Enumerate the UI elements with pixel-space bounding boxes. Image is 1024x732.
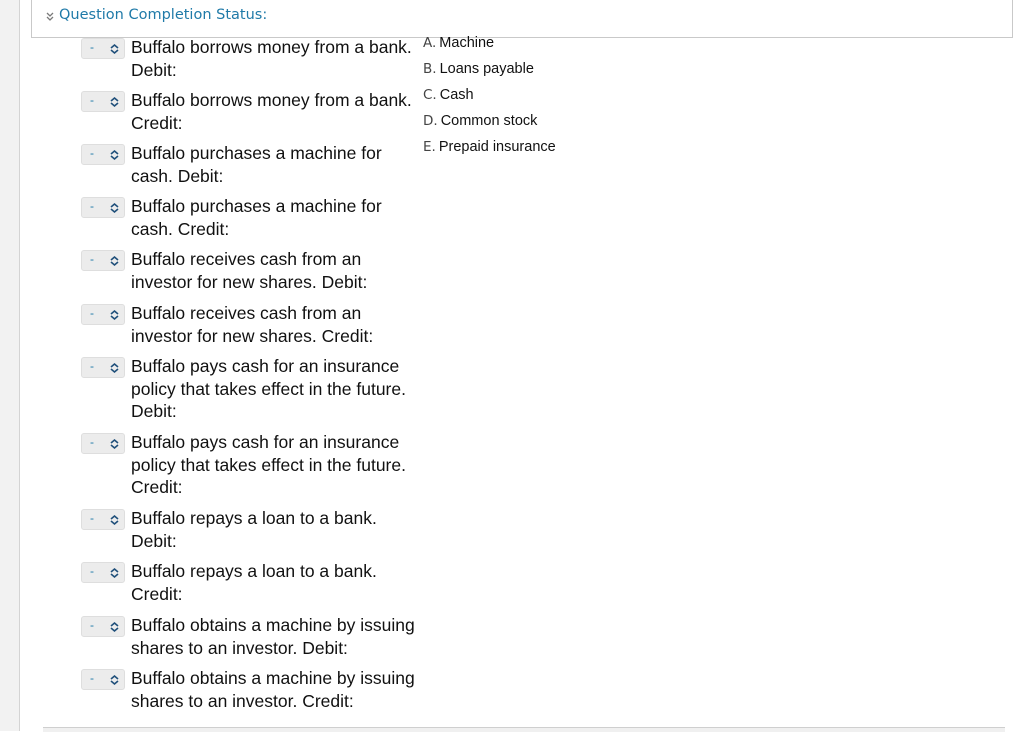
option-letter: B. [423,61,437,77]
question-text: Buffalo purchases a machine for cash. Credit: [131,196,382,239]
answer-select[interactable] [81,91,125,112]
answer-select-value: - [90,252,94,266]
up-down-arrows-icon [109,255,120,267]
up-down-arrows-icon [109,96,120,108]
answer-select[interactable] [81,433,125,454]
double-chevron-down-icon [46,12,54,22]
answer-select[interactable] [81,616,125,637]
answer-select-value: - [90,618,94,632]
answer-select[interactable] [81,669,125,690]
answer-select-value: - [90,435,94,449]
question-text: Buffalo borrows money from a bank. Credit: [131,90,412,133]
answer-select[interactable] [81,250,125,271]
question-completion-status-header[interactable] [31,0,1013,38]
option-label: Common stock [440,113,538,129]
option-label: Cash [439,87,474,103]
question-text: Buffalo repays a loan to a bank. Credit: [131,561,377,604]
question-text: Buffalo borrows money from a bank. Debit: [131,37,412,80]
answer-select-value: - [90,564,94,578]
answer-select-value: - [90,146,94,160]
answer-select[interactable] [81,197,125,218]
option-label: Machine [439,35,495,51]
up-down-arrows-icon [109,567,120,579]
answer-select[interactable] [81,144,125,165]
answer-select[interactable] [81,38,125,59]
question-text: Buffalo obtains a machine by issuing shares to an investor. Credit: [131,668,415,711]
answer-option [423,61,534,77]
option-label: Loans payable [439,61,534,77]
answer-select-value: - [90,306,94,320]
answer-option [423,87,474,103]
answer-select[interactable] [81,509,125,530]
up-down-arrows-icon [109,621,120,633]
question-text: Buffalo repays a loan to a bank. Debit: [131,508,377,551]
answer-select-value: - [90,199,94,213]
answer-select-value: - [90,93,94,107]
question-text: Buffalo pays cash for an insurance policy that takes effect in the future. Credit: [131,432,406,497]
up-down-arrows-icon [109,149,120,161]
up-down-arrows-icon [109,43,120,55]
option-label: Prepaid insurance [438,139,556,155]
answer-select-value: - [90,671,94,685]
up-down-arrows-icon [109,438,120,450]
question-text: Buffalo purchases a machine for cash. Debit: [131,143,382,186]
option-letter: E. [423,139,436,155]
question-text: Buffalo receives cash from an investor for new shares. Debit: [131,249,368,292]
answer-select-value: - [90,40,94,54]
up-down-arrows-icon [109,514,120,526]
up-down-arrows-icon [109,202,120,214]
answer-select[interactable] [81,357,125,378]
option-letter: D. [423,113,438,129]
up-down-arrows-icon [109,362,120,374]
question-text: Buffalo receives cash from an investor for new shares. Credit: [131,303,374,346]
left-rail [0,0,20,731]
answer-option [423,113,537,129]
option-letter: A. [423,35,437,51]
answer-select[interactable] [81,562,125,583]
answer-select[interactable] [81,304,125,325]
question-completion-status-link[interactable]: Question Completion Status: [59,7,268,23]
option-letter: C. [423,87,437,103]
up-down-arrows-icon [109,674,120,686]
up-down-arrows-icon [109,309,120,321]
answer-select-value: - [90,359,94,373]
question-text: Buffalo pays cash for an insurance policy that takes effect in the future. Debit: [131,356,406,421]
answer-select-value: - [90,511,94,525]
answer-option [423,139,556,155]
question-text: Buffalo obtains a machine by issuing shares to an investor. Debit: [131,615,415,658]
bottom-scroll-edge [43,727,1005,732]
answer-option [423,35,494,51]
